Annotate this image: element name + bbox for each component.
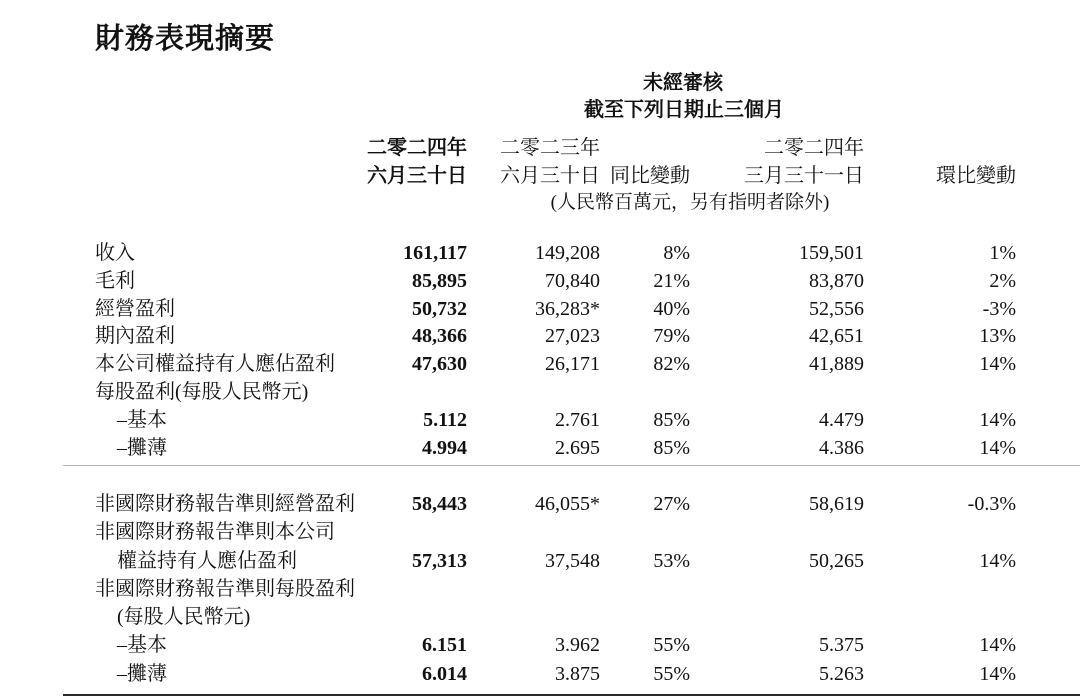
cell-qoq-change: 14% [979, 408, 1016, 431]
cell-qoq-change: 14% [979, 549, 1016, 572]
cell-2023-jun30: 36,283* [535, 297, 600, 320]
table-row [0, 268, 1080, 296]
row-label: (每股人民幣元) [117, 606, 251, 629]
column-header-yoy-change: 同比變動 [610, 165, 690, 187]
cell-qoq-change: 1% [989, 242, 1016, 264]
table-row [0, 296, 1080, 324]
column-header-2024-jun30-year: 二零二四年 [367, 137, 467, 159]
cell-2023-jun30: 27,023 [545, 325, 600, 348]
cell-2024-mar31: 83,870 [809, 269, 864, 292]
cell-2024-mar31: 42,651 [809, 325, 864, 348]
table-row [0, 660, 1080, 688]
column-header-2024-mar31-date: 三月三十一日 [744, 165, 864, 187]
cell-2023-jun30: 149,208 [535, 242, 600, 264]
cell-2023-jun30: 2.761 [555, 408, 600, 431]
cell-yoy-change: 55% [653, 662, 690, 685]
row-label: –攤薄 [117, 662, 167, 685]
row-label: 毛利 [95, 269, 135, 292]
row-label: 非國際財務報告準則本公司 [95, 521, 335, 544]
table-row [0, 407, 1080, 435]
cell-2023-jun30: 2.695 [555, 436, 600, 459]
page-title: 財務表現摘要 [95, 23, 276, 55]
cell-yoy-change: 79% [653, 325, 690, 348]
cell-2024-mar31: 4.386 [819, 436, 864, 459]
table-row [0, 351, 1080, 379]
row-label: 收入 [95, 242, 135, 264]
cell-yoy-change: 40% [653, 297, 690, 320]
period-label: 截至下列日期止三個月 [584, 99, 784, 121]
cell-2024-jun30: 6.014 [422, 662, 467, 685]
cell-2024-mar31: 5.375 [819, 634, 864, 657]
cell-qoq-change: 14% [979, 634, 1016, 657]
row-label: –基本 [117, 634, 167, 657]
cell-2024-jun30: 57,313 [412, 549, 467, 572]
cell-qoq-change: 14% [979, 353, 1016, 376]
cell-2023-jun30: 37,548 [545, 549, 600, 572]
cell-2024-jun30: 50,732 [412, 297, 467, 320]
table-row [0, 518, 1080, 546]
cell-2024-jun30: 6.151 [422, 634, 467, 657]
cell-yoy-change: 55% [653, 634, 690, 657]
bottom-rule [63, 694, 1080, 696]
cell-2024-mar31: 58,619 [809, 493, 864, 515]
cell-2023-jun30: 26,171 [545, 353, 600, 376]
cell-2024-mar31: 159,501 [799, 242, 864, 264]
cell-qoq-change: -0.3% [967, 493, 1016, 515]
cell-2024-mar31: 50,265 [809, 549, 864, 572]
cell-2023-jun30: 70,840 [545, 269, 600, 292]
cell-2024-jun30: 47,630 [412, 353, 467, 376]
cell-2024-mar31: 41,889 [809, 353, 864, 376]
cell-2024-jun30: 4.994 [422, 436, 467, 459]
cell-2024-jun30: 48,366 [412, 325, 467, 348]
row-label: 每股盈利(每股人民幣元) [95, 380, 309, 403]
cell-2024-mar31: 4.479 [819, 408, 864, 431]
table-row [0, 631, 1080, 659]
column-header-2024-mar31-year: 二零二四年 [764, 137, 864, 159]
currency-note: (人民幣百萬元，另有指明者除外) [550, 192, 830, 213]
column-header-2023-jun30-year: 二零二三年 [500, 137, 600, 159]
table-row [0, 547, 1080, 575]
table-row [0, 435, 1080, 463]
row-label: –攤薄 [117, 436, 167, 459]
row-label: 本公司權益持有人應佔盈利 [95, 353, 335, 376]
row-label: 期內盈利 [95, 325, 175, 348]
cell-yoy-change: 8% [663, 242, 690, 264]
cell-2023-jun30: 46,055* [535, 493, 600, 515]
cell-yoy-change: 85% [653, 436, 690, 459]
table-row [0, 603, 1080, 631]
table-row [0, 575, 1080, 603]
row-label: 非國際財務報告準則每股盈利 [95, 577, 355, 600]
column-header-2023-jun30-date: 六月三十日 [500, 165, 600, 187]
cell-2024-jun30: 85,895 [412, 269, 467, 292]
section-divider [63, 465, 1080, 466]
cell-yoy-change: 85% [653, 408, 690, 431]
cell-yoy-change: 27% [653, 493, 690, 515]
unaudited-label: 未經審核 [643, 72, 723, 94]
cell-2024-mar31: 52,556 [809, 297, 864, 320]
row-label: 權益持有人應佔盈利 [117, 549, 297, 572]
table-row [0, 379, 1080, 407]
cell-qoq-change: 2% [989, 269, 1016, 292]
table-row [0, 240, 1080, 268]
cell-2024-jun30: 58,443 [412, 493, 467, 515]
cell-2024-jun30: 5.112 [423, 408, 467, 431]
table-section-ifrs [0, 240, 1080, 462]
column-header-2024-jun30-date: 六月三十日 [367, 165, 467, 187]
table-section-non-ifrs [0, 490, 1080, 688]
cell-qoq-change: -3% [982, 297, 1016, 320]
table-row [0, 323, 1080, 351]
cell-2023-jun30: 3.875 [555, 662, 600, 685]
cell-qoq-change: 13% [979, 325, 1016, 348]
table-row [0, 490, 1080, 518]
cell-yoy-change: 53% [653, 549, 690, 572]
cell-qoq-change: 14% [979, 436, 1016, 459]
column-header-qoq-change: 環比變動 [936, 165, 1016, 187]
row-label: 非國際財務報告準則經營盈利 [95, 493, 355, 515]
cell-2024-mar31: 5.263 [819, 662, 864, 685]
cell-2024-jun30: 161,117 [403, 242, 467, 264]
cell-qoq-change: 14% [979, 662, 1016, 685]
cell-2023-jun30: 3.962 [555, 634, 600, 657]
cell-yoy-change: 82% [653, 353, 690, 376]
cell-yoy-change: 21% [653, 269, 690, 292]
row-label: –基本 [117, 408, 167, 431]
row-label: 經營盈利 [95, 297, 175, 320]
